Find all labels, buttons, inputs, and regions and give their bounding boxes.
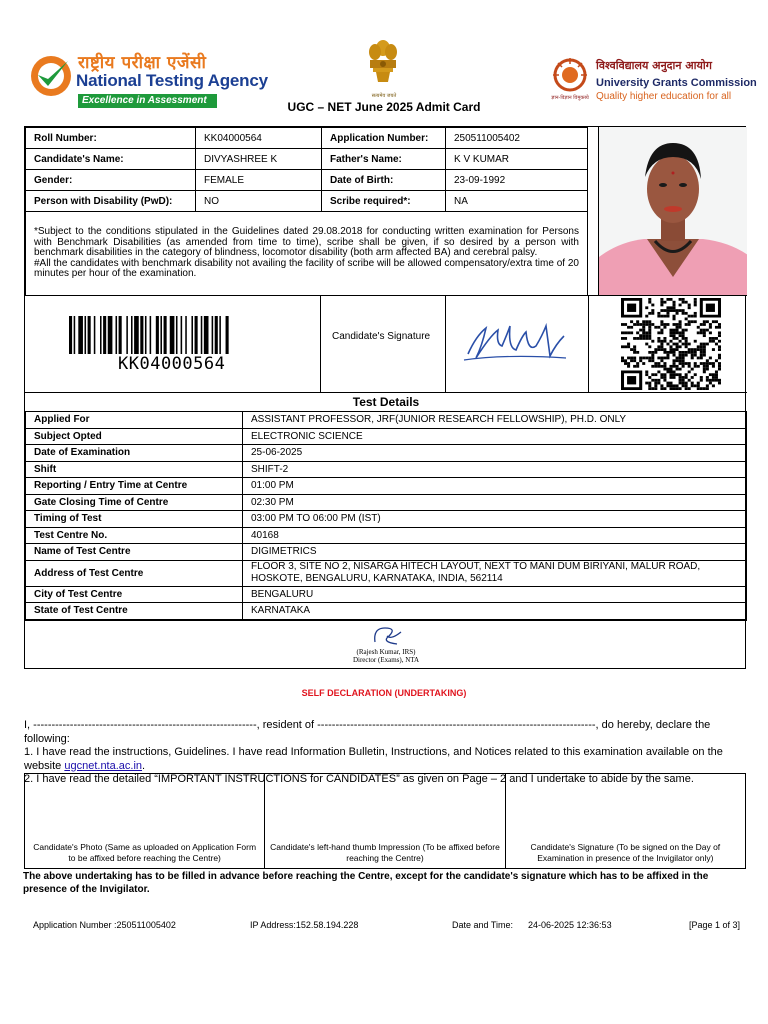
- ugc-logo-icon: [550, 58, 590, 102]
- table-row: [26, 478, 747, 495]
- photo-affix-caption: Candidate's Photo (Same as uploaded on Application Form to be affixed before reaching the Centre): [33, 842, 257, 863]
- test-detail-value: SHIFT-2: [243, 461, 747, 478]
- test-detail-label: Address of Test Centre: [26, 560, 243, 586]
- table-row: [26, 445, 747, 462]
- candidate-signature-image: [446, 296, 589, 392]
- table-row: [26, 170, 588, 191]
- thumb-impression-box: [265, 774, 505, 868]
- thumb-impression-caption: Candidate's left-hand thumb Impression (To be affixed before reaching the Centre): [270, 842, 500, 863]
- test-detail-value: 25-06-2025: [243, 445, 747, 462]
- footer-application-number: Application Number :250511005402: [33, 920, 176, 930]
- test-detail-label: Gate Closing Time of Centre: [26, 494, 243, 511]
- table-row: [26, 560, 747, 586]
- test-detail-value: 03:00 PM TO 06:00 PM (IST): [243, 511, 747, 528]
- director-name: (Rajesh Kumar, IRS): [356, 648, 416, 656]
- test-detail-label: Subject Opted: [26, 428, 243, 445]
- director-signature-area: [25, 620, 747, 668]
- gender-value: FEMALE: [196, 170, 322, 191]
- ugc-tagline: Quality higher education for all: [596, 91, 732, 102]
- table-row: [26, 527, 747, 544]
- table-row: [26, 428, 747, 445]
- nta-tagline: Excellence in Assessment: [78, 94, 217, 108]
- father-name-label: Father's Name:: [322, 149, 446, 170]
- candidate-info-table: [25, 127, 588, 296]
- test-detail-value: FLOOR 3, SITE NO 2, NISARGA HITECH LAYOUT, NEXT TO MANI DUM BIRIYANI, MALUR ROAD, HOSKOTE, BENGALURU, KARNATAKA, INDIA, 562114: [243, 560, 747, 586]
- father-name-value: K V KUMAR: [446, 149, 588, 170]
- declaration-line-3: 2. I have read the detailed “IMPORTANT INSTRUCTIONS for CANDIDATES” as given on Page – 2 and I undertake to abide by the same.: [24, 773, 694, 785]
- test-detail-label: Date of Examination: [26, 445, 243, 462]
- signature-affix-box: [506, 774, 745, 868]
- national-emblem-icon: [364, 38, 402, 94]
- test-detail-label: Name of Test Centre: [26, 544, 243, 561]
- application-number-label: Application Number:: [322, 128, 446, 149]
- ugc-logo-caption: ज्ञान-विज्ञान विमुक्तये: [551, 95, 589, 101]
- candidate-signature: [445, 296, 588, 392]
- test-detail-label: City of Test Centre: [26, 586, 243, 603]
- table-row: [26, 128, 588, 149]
- dob-value: 23-09-1992: [446, 170, 588, 191]
- admit-card-title: UGC – NET June 2025 Admit Card: [287, 100, 481, 114]
- test-details-table: [25, 411, 747, 620]
- ugcnet-website-link[interactable]: ugcnet.nta.ac.in: [64, 759, 143, 772]
- application-number-value: 250511005402: [446, 128, 588, 149]
- candidate-name-label: Candidate's Name:: [26, 149, 196, 170]
- test-detail-label: Test Centre No.: [26, 527, 243, 544]
- test-detail-value: BENGALURU: [243, 586, 747, 603]
- test-detail-label: Shift: [26, 461, 243, 478]
- scribe-note-1: *Subject to the conditions stipulated in the Guidelines dated 29.08.2018 for conducting written examination for Persons with Benchmark Disabilities (as amended from time to time), scribe shall be given, if so desired by a person with benchmark disabilities in the category of blindness, locomotor disability (both arm affected BA) and cerebral palsy.: [34, 226, 579, 259]
- ugc-hindi-name: विश्वविद्यालय अनुदान आयोग: [596, 59, 712, 72]
- ugc-name: University Grants Commission: [596, 77, 757, 89]
- test-detail-value: KARNATAKA: [243, 603, 747, 620]
- signature-affix-caption: Candidate's Signature (To be signed on the Day of Examination in presence of the Invigilator only): [530, 842, 721, 863]
- roll-number-label: Roll Number:: [26, 128, 196, 149]
- director-name-block: [25, 648, 747, 664]
- table-row: [26, 461, 747, 478]
- test-detail-value: 40168: [243, 527, 747, 544]
- barcode-signature-row: [25, 295, 747, 392]
- qr-code: [588, 296, 747, 392]
- table-row: [26, 412, 747, 429]
- declaration-line-1: I, -------------------------------------------------------------, resident of ----------------------------------------------------------------------------, do hereby, declare the following:: [24, 719, 711, 745]
- table-row: [26, 603, 747, 620]
- table-row: [26, 212, 588, 296]
- scribe-value: NA: [446, 191, 588, 212]
- nta-name: National Testing Agency: [76, 71, 268, 90]
- candidate-name-value: DIVYASHREE K: [196, 149, 322, 170]
- test-detail-value: 01:00 PM: [243, 478, 747, 495]
- director-title: Director (Exams), NTA: [352, 656, 420, 664]
- roll-number-value: KK04000564: [196, 128, 322, 149]
- scribe-note: [26, 212, 588, 296]
- barcode-text: KK04000564: [118, 354, 226, 374]
- footer-datetime-value: 24-06-2025 12:36:53: [528, 920, 612, 930]
- table-row: [26, 494, 747, 511]
- test-detail-label: Reporting / Entry Time at Centre: [26, 478, 243, 495]
- qr-code-icon: [621, 298, 721, 390]
- table-row: [26, 191, 588, 212]
- nta-logo-icon: [30, 55, 72, 97]
- test-detail-value: ELECTRONIC SCIENCE: [243, 428, 747, 445]
- footer-page-number: [Page 1 of 3]: [689, 920, 741, 930]
- page-header: [0, 0, 768, 126]
- test-detail-label: State of Test Centre: [26, 603, 243, 620]
- emblem-caption: सत्यमेव जयते: [371, 93, 397, 99]
- declaration-line-2: [24, 746, 746, 773]
- scribe-note-2: #All the candidates with benchmark disability not availing the facility of scribe will be allowed compensatory/extra time of 20 minutes per hour of the examination.: [34, 257, 579, 280]
- affix-boxes: [24, 773, 746, 869]
- declaration-line-2-suffix: .: [142, 759, 146, 772]
- admit-card-grid: [24, 126, 746, 669]
- nta-hindi-name: राष्ट्रीय परीक्षा एजेंसी: [78, 53, 207, 73]
- gender-label: Gender:: [26, 170, 196, 191]
- footer-datetime-label: Date and Time:: [452, 920, 514, 930]
- table-row: [26, 544, 747, 561]
- scribe-label: Scribe required*:: [322, 191, 446, 212]
- test-detail-value: 02:30 PM: [243, 494, 747, 511]
- self-declaration-title: SELF DECLARATION (UNDERTAKING): [301, 688, 467, 698]
- test-detail-value: DIGIMETRICS: [243, 544, 747, 561]
- table-row: [26, 586, 747, 603]
- pwd-value: NO: [196, 191, 322, 212]
- test-detail-value: ASSISTANT PROFESSOR, JRF(JUNIOR RESEARCH FELLOWSHIP), PH.D. ONLY: [243, 412, 747, 429]
- director-signature-image: [367, 624, 407, 648]
- declaration-line-2-prefix: 1. I have read the instructions, Guidelines. I have read Information Bulletin, Instructions, and Notices related to this examination available on the website: [24, 746, 723, 772]
- photo-affix-box: [25, 774, 265, 868]
- undertaking-note: The above undertaking has to be filled in advance before reaching the Centre, except for the candidate's signature which has to be affixed in the presence of the Invigilator.: [23, 871, 709, 895]
- table-row: [26, 149, 588, 170]
- candidate-photo-image: [599, 127, 747, 295]
- barcode-area: [25, 296, 321, 392]
- test-details-heading: Test Details: [25, 392, 747, 411]
- candidate-photo: [598, 127, 747, 295]
- barcode-icon: [69, 316, 289, 354]
- candidate-signature-label: Candidate's Signature: [332, 331, 431, 342]
- dob-label: Date of Birth:: [322, 170, 446, 191]
- pwd-label: Person with Disability (PwD):: [26, 191, 196, 212]
- footer-ip-address: IP Address:152.58.194.228: [250, 920, 359, 930]
- test-detail-label: Applied For: [26, 412, 243, 429]
- test-detail-label: Timing of Test: [26, 511, 243, 528]
- table-row: [26, 511, 747, 528]
